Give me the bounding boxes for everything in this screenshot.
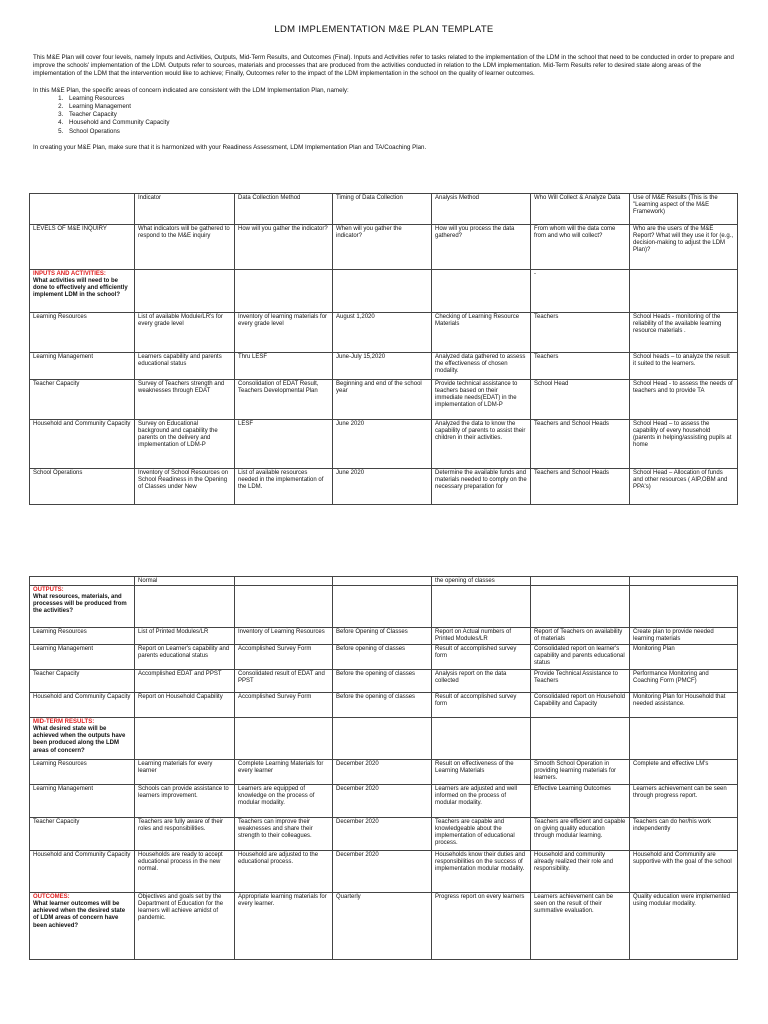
me-plan-table-page1 [29,193,738,505]
table-cell: Who Will Collect & Analyze Data [531,194,630,225]
table-cell: Monitoring Plan [630,645,738,670]
table-cell: Household and Community are supportive with the goal of the school [630,851,738,893]
table-cell: Monitoring Plan for Household that needed assistance. [630,693,738,718]
table-cell: LEVELS OF M&E INQUIRY [30,225,135,270]
table-cell: Schools can provide assistance to learners improvement. [135,785,235,818]
table-cell [333,577,432,586]
table-cell: Accomplished Survey Form [235,645,333,670]
table-cell: Learners capability and parents educational status [135,353,235,380]
table-row [30,353,738,380]
table-cell: Household and Community Capacity [30,420,135,469]
table-cell: Beginning and end of the school year [333,380,432,420]
table-cell: Teachers can improve their weaknesses and share their strength to their colleagues. [235,818,333,851]
table-row [30,313,738,353]
table-cell: Complete and effective LM's [630,760,738,785]
table-row [30,693,738,718]
table-cell: Survey on Educational background and capability the parents on the delivery and implementation of LDM-P [135,420,235,469]
table-cell: Inventory of Learning Resources [235,628,333,645]
table-cell: Result of accomplished survey form [432,645,531,670]
intro-paragraph-harmonize: In creating your M&E Plan, make sure that it is harmonized with your Readiness Assessment, LDM Implementation Plan and TA/Coaching Plan. [33,143,427,151]
table-cell: Teacher Capacity [30,670,135,693]
table-cell: Objectives and goals set by the Department of Education for the learners will achieve amidst of pandemic. [135,893,235,960]
table-cell: Households know their duties and responsibilities on the success of implementation modular modality. [432,851,531,893]
table-cell: June 2020 [333,420,432,469]
section-cell [30,893,135,960]
table-cell: December 2020 [333,851,432,893]
list-item: 3. Teacher Capacity [65,111,738,119]
table-cell [235,577,333,586]
table-cell: Performance Monitoring and Coaching Form (PMCF) [630,670,738,693]
table-row [30,420,738,469]
table-cell: Teachers can do her/his work independently [630,818,738,851]
table-cell: Accomplished Survey Form [235,693,333,718]
table-cell: Analysis report on the data collected [432,670,531,693]
table-cell: How will you gather the indicator? [235,225,333,270]
table-cell: Timing of Data Collection [333,194,432,225]
section-question: What resources, materials, and processes will be produced from the activities? [33,593,127,615]
table-cell: Before opening of classes [333,645,432,670]
table-cell: Survey of Teachers strength and weaknesses through EDAT [135,380,235,420]
table-cell [235,718,333,760]
list-item: 1. Learning Resources [65,95,738,103]
table-cell [531,577,630,586]
table-cell: Report on Household Capability [135,693,235,718]
table-cell: Before the opening of classes [333,670,432,693]
table-cell [30,577,135,586]
section-title: OUTPUTS: [33,586,64,593]
table-cell: Learners achievement can be seen on the result of their summative evaluation. [531,893,630,960]
section-row-midterm [30,718,738,760]
table-cell: Checking of Learning Resource Materials [432,313,531,353]
table-row [30,380,738,420]
table-cell [630,586,738,628]
table-cell [531,718,630,760]
table-cell: December 2020 [333,760,432,785]
intro-paragraph-levels: This M&E Plan will cover four levels, namely Inputs and Activities, Outputs, Mid-Term Results, and Outcomes (Final). Inputs and Activities refer to tasks related to the implementation of the LDM in the school that need to be conducted in order to prepare and improve the schools' implementation of the LDM. Outputs refer to sources, materials and processes that are produced from the activities conducted in relation to the LDM implementation. Mid-Term Results refer to desired state along areas of the implementation of the LDM that the intervention would like to achieve; Finally, Outcomes refer to the impact of the LDM implementation in the school on the quality of learner outcomes. [33,54,734,78]
table-cell: From whom will the data come from and who will collect? [531,225,630,270]
table-cell: Teachers [531,313,630,353]
table-cell [235,586,333,628]
table-cell [333,270,432,313]
table-cell: Before Opening of Classes [333,628,432,645]
intro-section [33,54,738,152]
table-cell: Smooth School Operation in providing learning materials for learners. [531,760,630,785]
table-cell: Inventory of School Resources on School Readiness in the Opening of Classes under New [135,469,235,505]
section-question: What desired state will be achieved when the outputs have been produced along the LDM areas of concern? [33,725,126,754]
section-title: INPUTS AND ACTIVITIES: [33,270,106,277]
table-cell: Thru LESF [235,353,333,380]
section-cell [30,586,135,628]
table-cell: Teachers are efficient and capable on giving quality education through modular learning. [531,818,630,851]
table-cell: School Heads - monitoring of the reliability of the available learning resource materials . [630,313,738,353]
table-cell: Teachers and School Heads [531,469,630,505]
table-cell [630,577,738,586]
table-cell: School Head - to assess the needs of teachers and to provide TA [630,380,738,420]
table-cell: Household and Community Capacity [30,851,135,893]
areas-of-concern-list [33,95,738,136]
me-plan-table-page2 [29,576,738,960]
table-cell: List of available resources needed in the implementation of the LDM. [235,469,333,505]
table-cell: When will you gather the indicator? [333,225,432,270]
table-cell: Learning Resources [30,313,135,353]
section-title: MID-TERM RESULTS: [33,718,95,725]
table-cell: Result on effectiveness of the Learning Materials [432,760,531,785]
table-cell: Consolidated report on learner's capability and parents educational status [531,645,630,670]
table-row [30,760,738,785]
list-item: 5. School Operations [65,128,738,136]
table-cell: Indicator [135,194,235,225]
table-cell: School Head – to assess the capability of every household (parents in helping/assisting pupils at home [630,420,738,469]
table-row [30,225,738,270]
table-cell: Consolidated report on Household Capability and Capacity [531,693,630,718]
table-cell [235,270,333,313]
table-cell: Before the opening of classes [333,693,432,718]
list-item: 4. Household and Community Capacity [65,119,738,127]
table-cell: Learning Management [30,785,135,818]
section-cell [30,718,135,760]
table-cell [30,194,135,225]
table-cell: Complete Learning Materials for every learner [235,760,333,785]
table-cell: How will you process the data gathered? [432,225,531,270]
table-row [30,818,738,851]
section-title: OUTCOMES: [33,893,70,900]
table-cell: Data Collection Method [235,194,333,225]
table-cell: Quality education were implemented using modular modality. [630,893,738,960]
table-cell: Household are adjusted to the educational process. [235,851,333,893]
section-row-inputs [30,270,738,313]
table-cell: School Head – Allocation of funds and other resources ( AIP,OBM and PPA's) [630,469,738,505]
table-cell [333,586,432,628]
table-cell: List of Printed Modules/LR [135,628,235,645]
table-cell: List of available Module/LR's for every grade level [135,313,235,353]
section-row-outcomes [30,893,738,960]
table-cell: Teachers and School Heads [531,420,630,469]
table-cell: Analysis Method [432,194,531,225]
table-cell: Teacher Capacity [30,818,135,851]
table-cell: LESF [235,420,333,469]
table-cell: Provide Technical Assistance to Teachers [531,670,630,693]
table-cell: Who are the users of the M&E Report? What will they use it for (e.g., decision-making to adjust the LDM Plan)? [630,225,738,270]
table-cell: Provide technical assistance to teachers based on their immediate needs(EDAT) in the implementation of LDM-P [432,380,531,420]
table-cell: Analyzed the data to know the capability of parents to assist their children in their activities. [432,420,531,469]
page-title: LDM IMPLEMENTATION M&E PLAN TEMPLATE [274,24,494,35]
table-cell: Progress report on every learners [432,893,531,960]
table-cell: Teachers are capable and knowledgeable about the implementation of educational process. [432,818,531,851]
table-cell [432,270,531,313]
section-row-outputs [30,586,738,628]
table-cell: Teachers are fully aware of their roles and responsibilities. [135,818,235,851]
table-cell: Households are ready to accept educational process in the new normal. [135,851,235,893]
table-row [30,469,738,505]
table-cell: School Operations [30,469,135,505]
table-row [30,628,738,645]
table-cell [630,270,738,313]
list-item: 2. Learning Management [65,103,738,111]
table-cell [432,586,531,628]
table-cell: Teachers [531,353,630,380]
section-cell [30,270,135,313]
continuation-row [30,577,738,586]
table-cell: June 2020 [333,469,432,505]
table-cell: Learning Resources [30,760,135,785]
table-cell: Inventory of learning materials for every grade level [235,313,333,353]
table-cell: August 1,2020 [333,313,432,353]
table-cell: Analyzed data gathered to assess the effectiveness of chosen modality. [432,353,531,380]
table-cell: Household and Community Capacity [30,693,135,718]
table-cell: Teacher Capacity [30,380,135,420]
intro-paragraph-areas: In this M&E Plan, the specific areas of concern indicated are consistent with the LDM Implementation Plan, namely: [33,86,349,94]
section-question: What learner outcomes will be achieved when the desired state of LDM areas of concern have been achieved? [33,900,126,929]
table-cell: Learners are adjusted and well informed on the process of modular modality. [432,785,531,818]
table-cell: Result of accomplished survey form [432,693,531,718]
table-cell: Learning Management [30,353,135,380]
table-cell: School Head [531,380,630,420]
table-cell: Appropriate learning materials for every learner. [235,893,333,960]
table-row [30,785,738,818]
table-cell: December 2020 [333,785,432,818]
table-cell: Learning Management [30,645,135,670]
table-cell: Report on Actual numbers of Printed Modules/LR [432,628,531,645]
table-row [30,851,738,893]
section-question: What activities will need to be done to effectively and efficiently implement LDM in the school? [33,277,128,299]
table-cell [630,718,738,760]
table-header-row [30,194,738,225]
table-cell: Learning Resources [30,628,135,645]
table-cell: Report on Learner's capability and parents educational status [135,645,235,670]
table-cell: Consolidated result of EDAT and PPST [235,670,333,693]
table-cell: Report of Teachers on availability of materials [531,628,630,645]
table-cell [531,586,630,628]
table-cell: Determine the available funds and materials needed to comply on the necessary preparation for [432,469,531,505]
table-cell: Use of M&E Results (This is the "Learning aspect of the M&E Framework) [630,194,738,225]
table-row [30,645,738,670]
table-cell [432,718,531,760]
table-cell: Create plan to provide needed learning materials [630,628,738,645]
table-cell: School heads – to analyze the result it suited to the learners. [630,353,738,380]
table-cell: Accomplished EDAT and PPST [135,670,235,693]
table-cell: the opening of classes [432,577,531,586]
table-row [30,670,738,693]
table-cell [135,718,235,760]
table-cell: Quarterly [333,893,432,960]
table-cell: Household and community already realized their role and responsibility. [531,851,630,893]
table-cell: December 2020 [333,818,432,851]
table-cell: Learning materials for every learner [135,760,235,785]
table-cell: - [531,270,630,313]
table-cell: Learners achievement can be seen through progress report. [630,785,738,818]
table-cell: Normal [135,577,235,586]
table-cell: Consolidation of EDAT Result, Teachers Developmental Plan [235,380,333,420]
table-cell [333,718,432,760]
table-cell [135,270,235,313]
table-cell: What indicators will be gathered to respond to the M&E inquiry [135,225,235,270]
table-cell [135,586,235,628]
table-cell: June-July 15,2020 [333,353,432,380]
table-cell: Effective Learning Outcomes [531,785,630,818]
table-cell: Learners are equipped of knowledge on the process of modular modality. [235,785,333,818]
